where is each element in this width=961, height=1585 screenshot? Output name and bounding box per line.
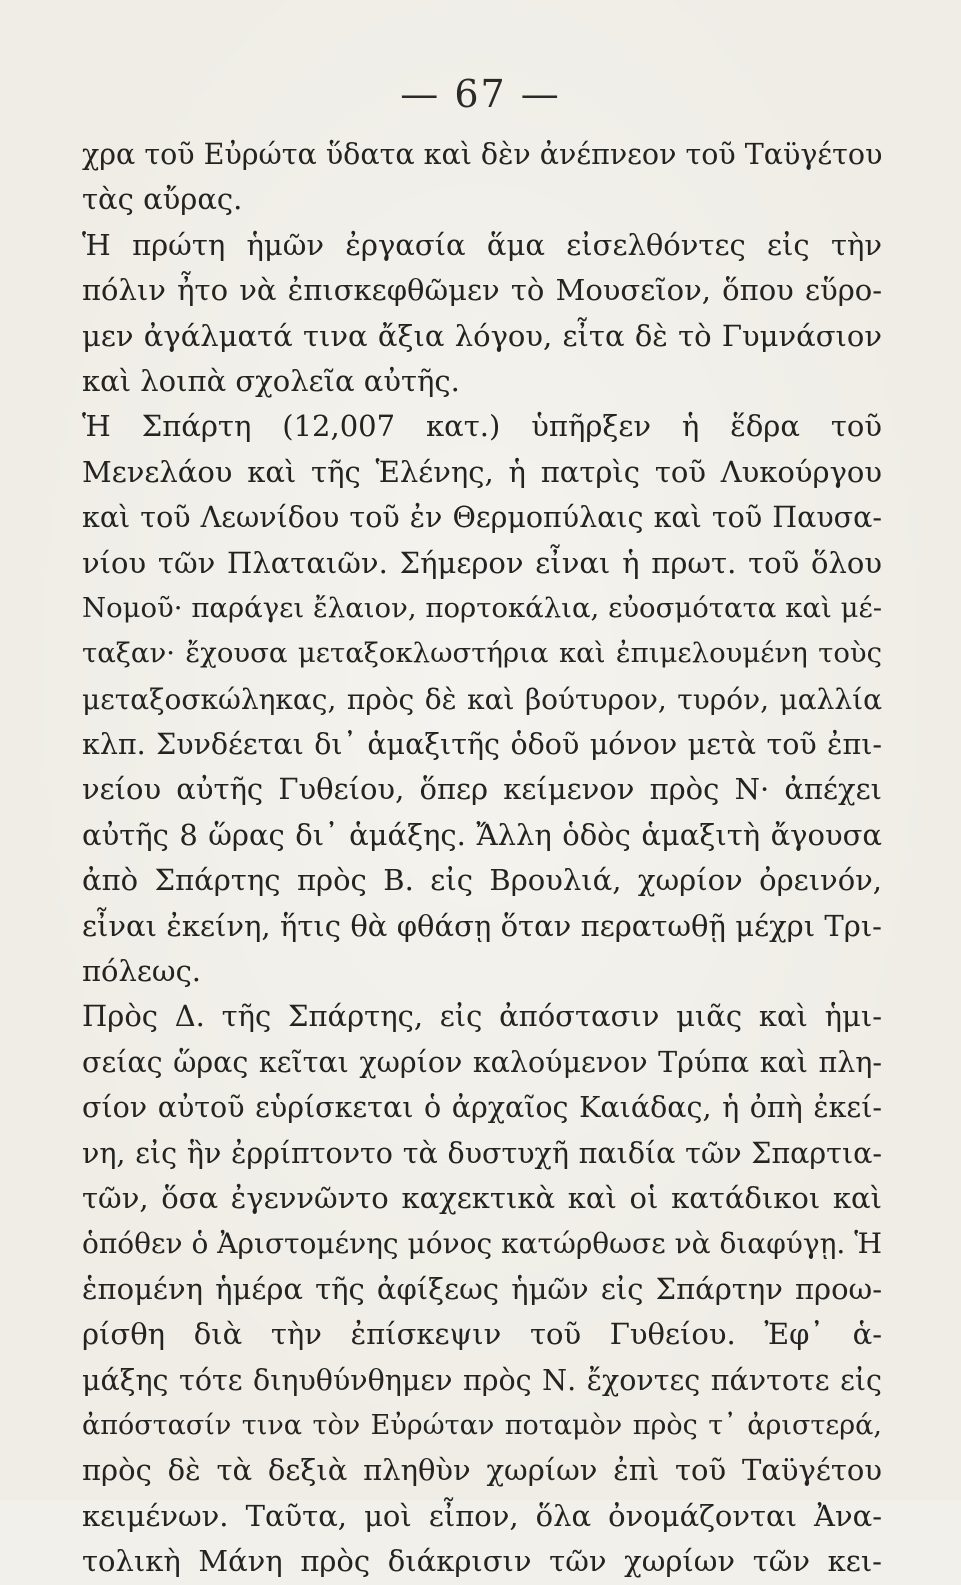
text-line: εἶναι ἐκείνη, ἥτις θὰ φθάσῃ ὅταν περατωθῇ μέχρι Τρι-: [82, 908, 882, 943]
text-line: τὰς αὔρας.: [82, 182, 243, 217]
text-line: μεταξοσκώληκας, πρὸς δὲ καὶ βούτυρον, τυρόν, μαλλία: [82, 682, 882, 716]
text-line: Νομοῦ· παράγει ἔλαιον, πορτοκάλια, εὐοσμότατα καὶ μέ-: [82, 591, 882, 624]
text-line: Ἡ Σπάρτη (12,007 κατ.) ὑπῆρξεν ἡ ἕδρα τοῦ: [82, 409, 882, 444]
text-line: σείας ὥρας κεῖται χωρίον καλούμενον Τρύπα καὶ πλη-: [82, 1045, 882, 1079]
text-line: αὐτῆς 8 ὥρας δι᾿ ἁμάξης. Ἄλλη ὁδὸς ἁμαξιτὴ ἄγουσα: [82, 817, 882, 852]
text-line: πόλιν ἦτο νὰ ἐπισκεφθῶμεν τὸ Μουσεῖον, ὅπου εὕρο-: [82, 273, 882, 308]
text-line: μάξης τότε διηυθύνθημεν πρὸς Ν. ἔχοντες πάντοτε εἰς: [82, 1363, 882, 1397]
text-line: καὶ λοιπὰ σχολεῖα αὐτῆς.: [82, 363, 460, 398]
text-line: καὶ τοῦ Λεωνίδου τοῦ ἐν Θερμοπύλαις καὶ τοῦ Παυσα-: [82, 501, 882, 535]
text-line: ἀπόστασίν τινα τὸν Εὐρώταν ποταμὸν πρὸς τ᾿ ἀριστερά,: [82, 1409, 882, 1441]
text-line: μεν ἀγάλματά τινα ἄξια λόγου, εἶτα δὲ τὸ Γυμνάσιον: [82, 318, 882, 353]
text-line: Μενελάου καὶ τῆς Ἑλένης, ἡ πατρὶς τοῦ Λυκούργου: [82, 454, 882, 489]
text-line: πόλεως.: [82, 954, 202, 989]
text-line: Πρὸς Δ. τῆς Σπάρτης, εἰς ἀπόστασιν μιᾶς καὶ ἡμι-: [82, 999, 882, 1034]
text-line: ἑπομένη ἡμέρα τῆς ἀφίξεως ἡμῶν εἰς Σπάρτην προω-: [82, 1271, 882, 1306]
body-text: [82, 132, 882, 1585]
text-line: ἀπὸ Σπάρτης πρὸς Β. εἰς Βρουλιά, χωρίον ὀρεινόν,: [82, 863, 882, 898]
page-number: — 67 —: [400, 72, 561, 116]
text-line: ὁπόθεν ὁ Ἀριστομένης μόνος κατώρθωσε νὰ διαφύγῃ. Ἡ: [82, 1227, 882, 1261]
text-line: ταξαν· ἔχουσα μεταξοκλωστήρια καὶ ἐπιμελουμένη τοὺς: [82, 637, 882, 670]
text-line: κλπ. Συνδέεται δι᾿ ἁμαξιτῆς ὁδοῦ μόνον μετὰ τοῦ ἐπι-: [82, 728, 882, 762]
text-line: ρίσθη διὰ τὴν ἐπίσκεψιν τοῦ Γυθείου. Ἐφ᾿ ἁ-: [82, 1317, 882, 1352]
text-line: σίον αὐτοῦ εὑρίσκεται ὁ ἀρχαῖος Καιάδας, ἡ ὀπὴ ἐκεί-: [82, 1091, 882, 1125]
text-line: νίου τῶν Πλαταιῶν. Σήμερον εἶναι ἡ πρωτ. τοῦ ὅλου: [82, 545, 882, 580]
text-line: τῶν, ὅσα ἐγεννῶντο καχεκτικὰ καὶ οἱ κατάδικοι καὶ: [82, 1180, 882, 1215]
text-line: Ἡ πρώτη ἡμῶν ἐργασία ἅμα εἰσελθόντες εἰς τὴν: [82, 227, 882, 262]
text-line: κειμένων. Ταῦτα, μοὶ εἶπον, ὅλα ὀνομάζονται Ἀνα-: [82, 1498, 882, 1533]
text-line: τολικὴ Μάνη πρὸς διάκρισιν τῶν χωρίων τῶν κει-: [82, 1544, 882, 1579]
text-line: χρα τοῦ Εὐρώτα ὕδατα καὶ δὲν ἀνέπνεον τοῦ Ταϋγέτου: [82, 138, 882, 171]
text-line: νη, εἰς ἣν ἐρρίπτοντο τὰ δυστυχῆ παιδία τῶν Σπαρτια-: [82, 1136, 882, 1170]
text-line: πρὸς δὲ τὰ δεξιὰ πληθὺν χωρίων ἐπὶ τοῦ Ταϋγέτου: [82, 1453, 882, 1488]
text-line: νείου αὐτῆς Γυθείου, ὅπερ κείμενον πρὸς Ν· ἀπέχει: [82, 772, 882, 807]
